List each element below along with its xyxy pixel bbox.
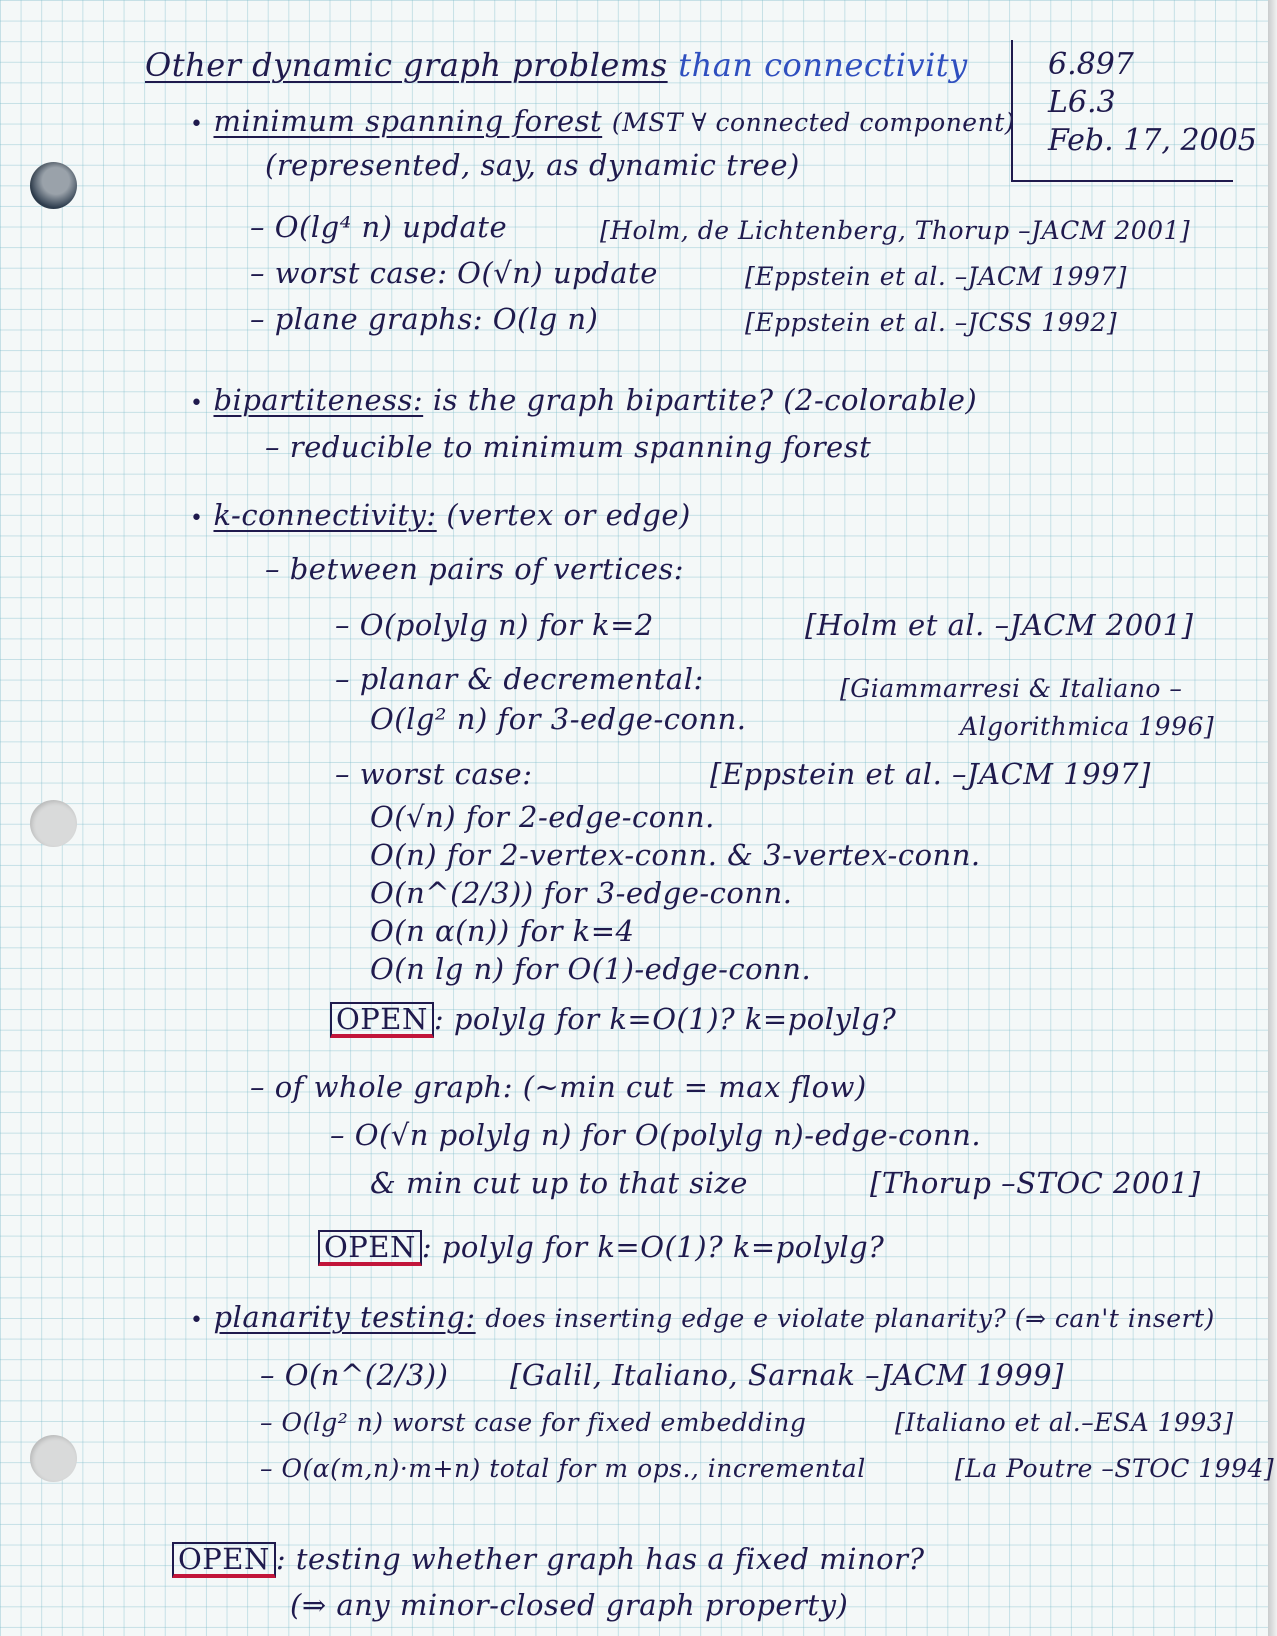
msf-ref-2: [Eppstein et al. –JACM 1997] — [745, 262, 1127, 291]
bullet-icon: • — [190, 1308, 204, 1333]
lecture-date: Feb. 17, 2005 — [1048, 123, 1257, 158]
planar-ref-1: [Galil, Italiano, Sarnak –JACM 1999] — [510, 1358, 1064, 1392]
bullet-icon: • — [190, 391, 204, 416]
planar-ref-2: [Italiano et al.–ESA 1993] — [895, 1408, 1234, 1437]
kconn-pairs: – between pairs of vertices: — [265, 552, 685, 586]
kconn-g2: & min cut up to that size — [370, 1166, 748, 1200]
kconn-w3: O(n^(2/3)) for 3-edge-conn. — [370, 876, 793, 910]
course-number: 6.897 — [1048, 47, 1134, 82]
msf-ref-3: [Eppstein et al. –JCSS 1992] — [745, 308, 1118, 337]
kconn-open-2-line — [318, 1230, 884, 1266]
kconn-w5: O(n lg n) for O(1)-edge-conn. — [370, 952, 812, 986]
planar-line-1: – O(n^(2/3)) — [260, 1358, 449, 1392]
kconn-p2: – planar & decremental: — [335, 662, 704, 696]
kconn-whole: – of whole graph: (~min cut = max flow) — [250, 1070, 867, 1104]
final-open-line — [172, 1542, 925, 1578]
bullet-icon: • — [190, 112, 204, 137]
kconn-open-1: : polylg for k=O(1)? k=polylg? — [433, 1002, 897, 1036]
final-open-note: (⇒ any minor-closed graph property) — [290, 1588, 849, 1622]
planar-text: does inserting edge e violate planarity? (⇒ can't insert) — [485, 1304, 1215, 1333]
bip-heading: bipartiteness: — [213, 383, 424, 417]
planar-line-2: – O(lg² n) worst case for fixed embedding — [260, 1408, 807, 1437]
kconn-p3-ref: Algorithmica 1996] — [960, 712, 1215, 741]
kconn-heading: k-connectivity: — [213, 498, 437, 532]
bip-heading-line — [190, 383, 977, 421]
binder-hole-top — [30, 162, 77, 209]
planar-heading-line — [190, 1300, 1215, 1338]
open-box: OPEN — [330, 1002, 434, 1038]
kconn-p1: – O(polylg n) for k=2 — [335, 608, 654, 642]
msf-line-2: – worst case: O(√n) update — [250, 256, 658, 290]
kconn-worst-case: – worst case: — [335, 757, 533, 791]
page-title: Other dynamic graph problems — [145, 46, 668, 84]
open-box: OPEN — [318, 1230, 422, 1266]
msf-line-1: – O(lg⁴ n) update — [250, 210, 508, 244]
kconn-text: (vertex or edge) — [446, 498, 691, 532]
kconn-w1: O(√n) for 2-edge-conn. — [370, 800, 715, 834]
kconn-g1: – O(√n polylg n) for O(polylg n)-edge-conn. — [330, 1118, 982, 1152]
msf-heading-line — [190, 104, 1015, 142]
msf-sub: (represented, say, as dynamic tree) — [265, 148, 800, 182]
kconn-p3: O(lg² n) for 3-edge-conn. — [370, 702, 747, 736]
binder-hole-bottom — [30, 1435, 77, 1482]
kconn-w4: O(n α(n)) for k=4 — [370, 914, 635, 948]
bip-line-1: – reducible to minimum spanning forest — [265, 430, 872, 464]
page-edge — [1268, 0, 1277, 1636]
planar-heading: planarity testing: — [213, 1300, 476, 1334]
planar-ref-3: [La Poutre –STOC 1994] — [955, 1454, 1275, 1483]
kconn-worst-case-ref: [Eppstein et al. –JACM 1997] — [710, 757, 1151, 791]
binder-hole-middle — [30, 800, 77, 847]
title-note: than connectivity — [678, 46, 968, 84]
kconn-p1-ref: [Holm et al. –JACM 2001] — [805, 608, 1194, 642]
open-box: OPEN — [172, 1542, 276, 1578]
kconn-heading-line — [190, 498, 691, 536]
kconn-open-1-line — [330, 1002, 896, 1038]
msf-ref-1: [Holm, de Lichtenberg, Thorup –JACM 2001] — [600, 216, 1191, 245]
kconn-open-2: : polylg for k=O(1)? k=polylg? — [421, 1230, 885, 1264]
bip-text: is the graph bipartite? (2-colorable) — [432, 383, 978, 417]
msf-heading: minimum spanning forest — [213, 104, 603, 138]
msf-note: (MST ∀ connected component) — [611, 108, 1015, 137]
kconn-w2: O(n) for 2-vertex-conn. & 3-vertex-conn. — [370, 838, 981, 872]
lecture-number: L6.3 — [1048, 85, 1116, 120]
bullet-icon: • — [190, 506, 204, 531]
kconn-g2-ref: [Thorup –STOC 2001] — [870, 1166, 1201, 1200]
page-title-line — [145, 48, 968, 82]
final-open-question: : testing whether graph has a fixed minor? — [275, 1542, 925, 1576]
kconn-p2-ref: [Giammarresi & Italiano – — [840, 674, 1183, 703]
msf-line-3: – plane graphs: O(lg n) — [250, 302, 599, 336]
planar-line-3: – O(α(m,n)·m+n) total for m ops., incremental — [260, 1454, 866, 1483]
